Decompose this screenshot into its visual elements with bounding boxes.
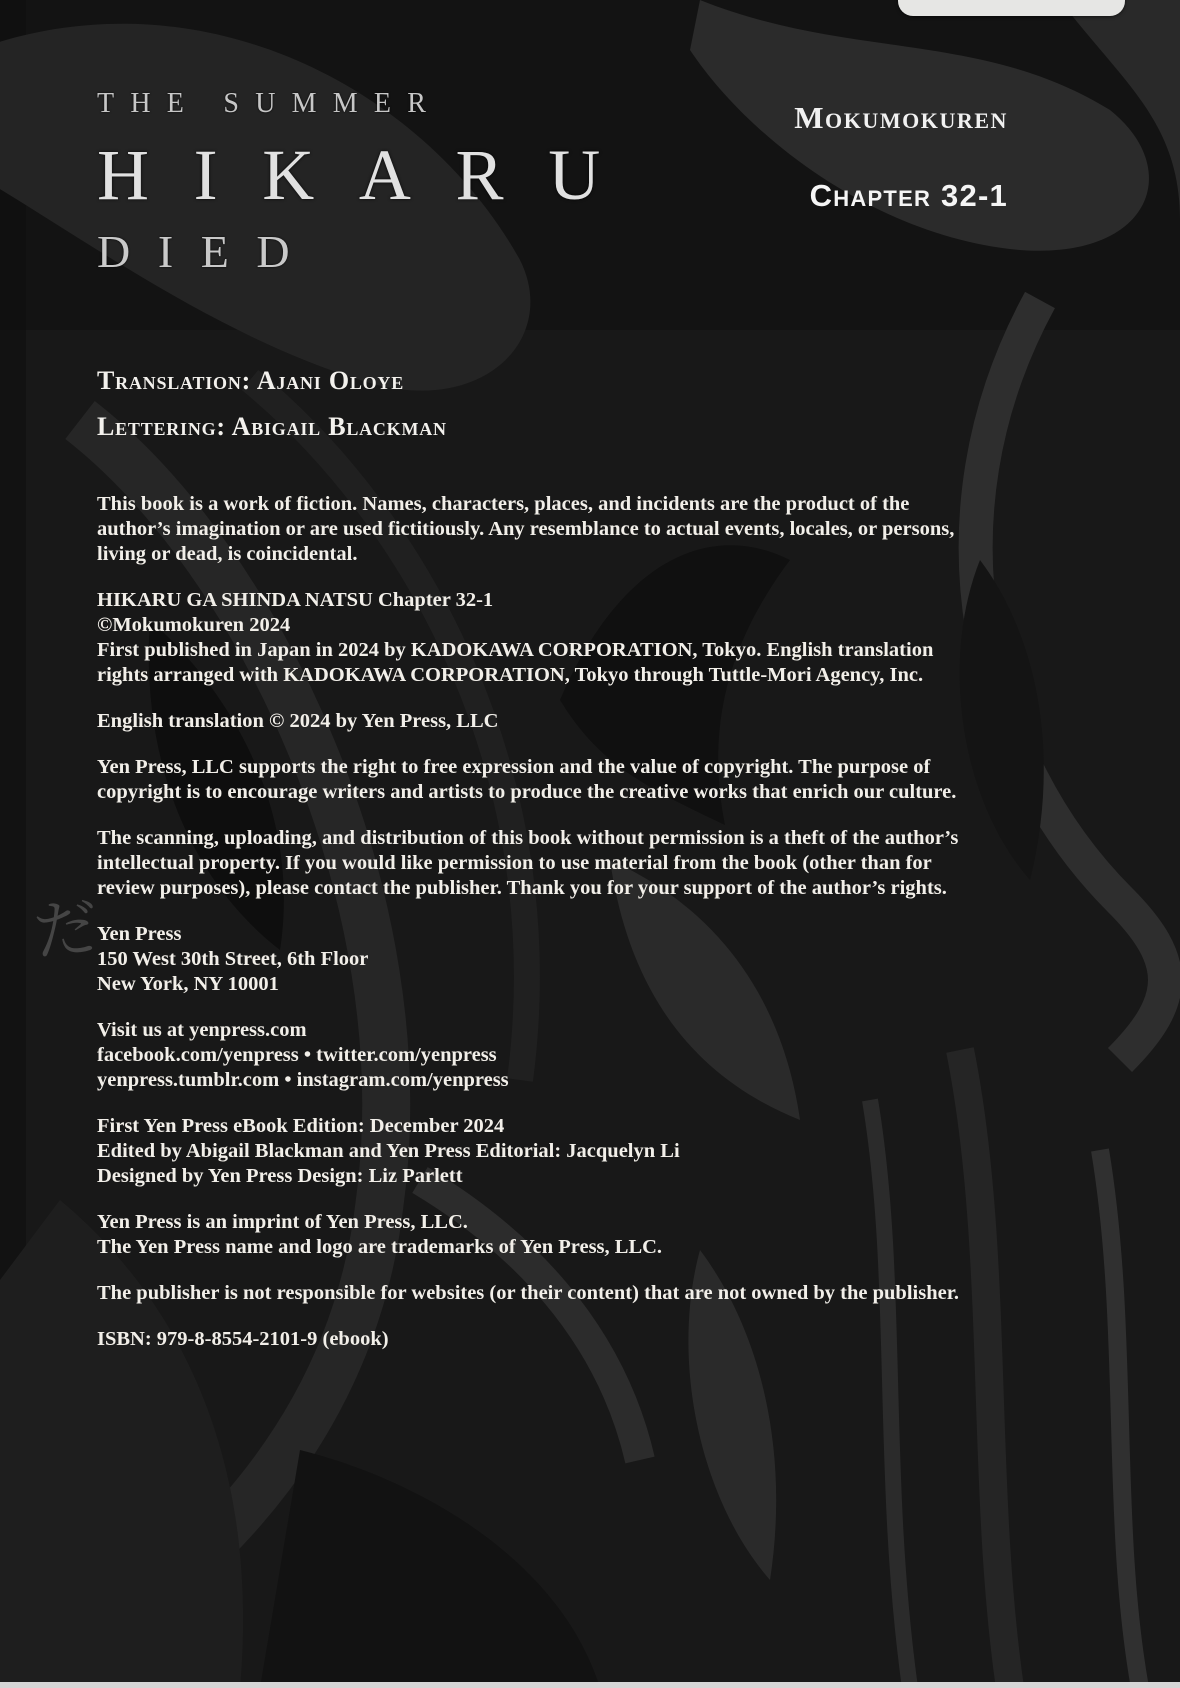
imprint-line-2: The Yen Press name and logo are trademarks of Yen Press, LLC. bbox=[97, 1236, 663, 1258]
header-right bbox=[794, 100, 1008, 214]
edition-info bbox=[97, 1114, 972, 1189]
edited-line: Edited by Abigail Blackman and Yen Press Editorial: Jacquelyn Li bbox=[97, 1140, 680, 1162]
scanning-notice: The scanning, uploading, and distribution of this book without permission is a theft of the author’s intellectual property. If you would like permission to use material from the book (other than for review purposes), please contact the publisher. Thank you for your support of the author’s rights. bbox=[97, 827, 959, 899]
original-copyright-block bbox=[97, 588, 972, 688]
isbn: ISBN: 979-8-8554-2101-9 (ebook) bbox=[97, 1328, 389, 1350]
web-social-links bbox=[97, 1018, 972, 1093]
edition-line: First Yen Press eBook Edition: December 2024 bbox=[97, 1115, 505, 1137]
website-disclaimer: The publisher is not responsible for websites (or their content) that are not owned by the publisher. bbox=[97, 1282, 960, 1304]
title-hikaru: HIKARU bbox=[97, 135, 645, 215]
visit-link: Visit us at yenpress.com bbox=[97, 1019, 307, 1041]
publisher-street: 150 West 30th Street, 6th Floor bbox=[97, 948, 369, 970]
fiction-disclaimer: This book is a work of fiction. Names, characters, places, and incidents are the product of the author’s imagination or are used fictitiously. Any resemblance to actual events, locales, or persons, living or dead, is coincidental. bbox=[97, 493, 955, 565]
first-published-notice: First published in Japan in 2024 by KADOKAWA CORPORATION, Tokyo. English translation rights arranged with KADOKAWA CORPORATION, Tokyo through Tuttle-Mori Agency, Inc. bbox=[97, 639, 934, 686]
chapter-label: Chapter 32-1 bbox=[809, 178, 1008, 213]
original-title: HIKARU GA SHINDA NATSU Chapter 32-1 bbox=[97, 589, 494, 611]
social-links-1: facebook.com/yenpress • twitter.com/yenpress bbox=[97, 1044, 497, 1066]
original-copyright: ©Mokumokuren 2024 bbox=[97, 614, 291, 636]
imprint-line-1: Yen Press is an imprint of Yen Press, LLC. bbox=[97, 1211, 468, 1233]
copyright-text bbox=[97, 492, 972, 1373]
publisher-city: New York, NY 10001 bbox=[97, 973, 279, 995]
designed-line: Designed by Yen Press Design: Liz Parlett bbox=[97, 1165, 463, 1187]
background-kana-glyph: だ bbox=[30, 890, 102, 971]
title-died: DIED bbox=[97, 226, 318, 277]
page-bottom-bar bbox=[0, 1682, 1180, 1688]
book-title-logo bbox=[97, 88, 645, 278]
free-expression-notice: Yen Press, LLC supports the right to free expression and the value of copyright. The purpose of copyright is to encourage writers and artists to produce the creative works that enrich our culture. bbox=[97, 756, 957, 803]
reader-ui-pill[interactable] bbox=[898, 0, 1125, 16]
staff-credits bbox=[97, 358, 447, 450]
lettering-credit: Lettering: Abigail Blackman bbox=[97, 412, 447, 441]
publisher-address bbox=[97, 922, 972, 997]
author-name: Mokumokuren bbox=[794, 100, 1008, 135]
title-the-summer: THE SUMMER bbox=[97, 88, 443, 119]
publisher-name: Yen Press bbox=[97, 923, 182, 945]
social-links-2: yenpress.tumblr.com • instagram.com/yenpress bbox=[97, 1069, 509, 1091]
english-translation-copyright: English translation © 2024 by Yen Press, LLC bbox=[97, 710, 499, 732]
translation-credit: Translation: Ajani Oloye bbox=[97, 366, 404, 395]
imprint-info bbox=[97, 1210, 972, 1260]
